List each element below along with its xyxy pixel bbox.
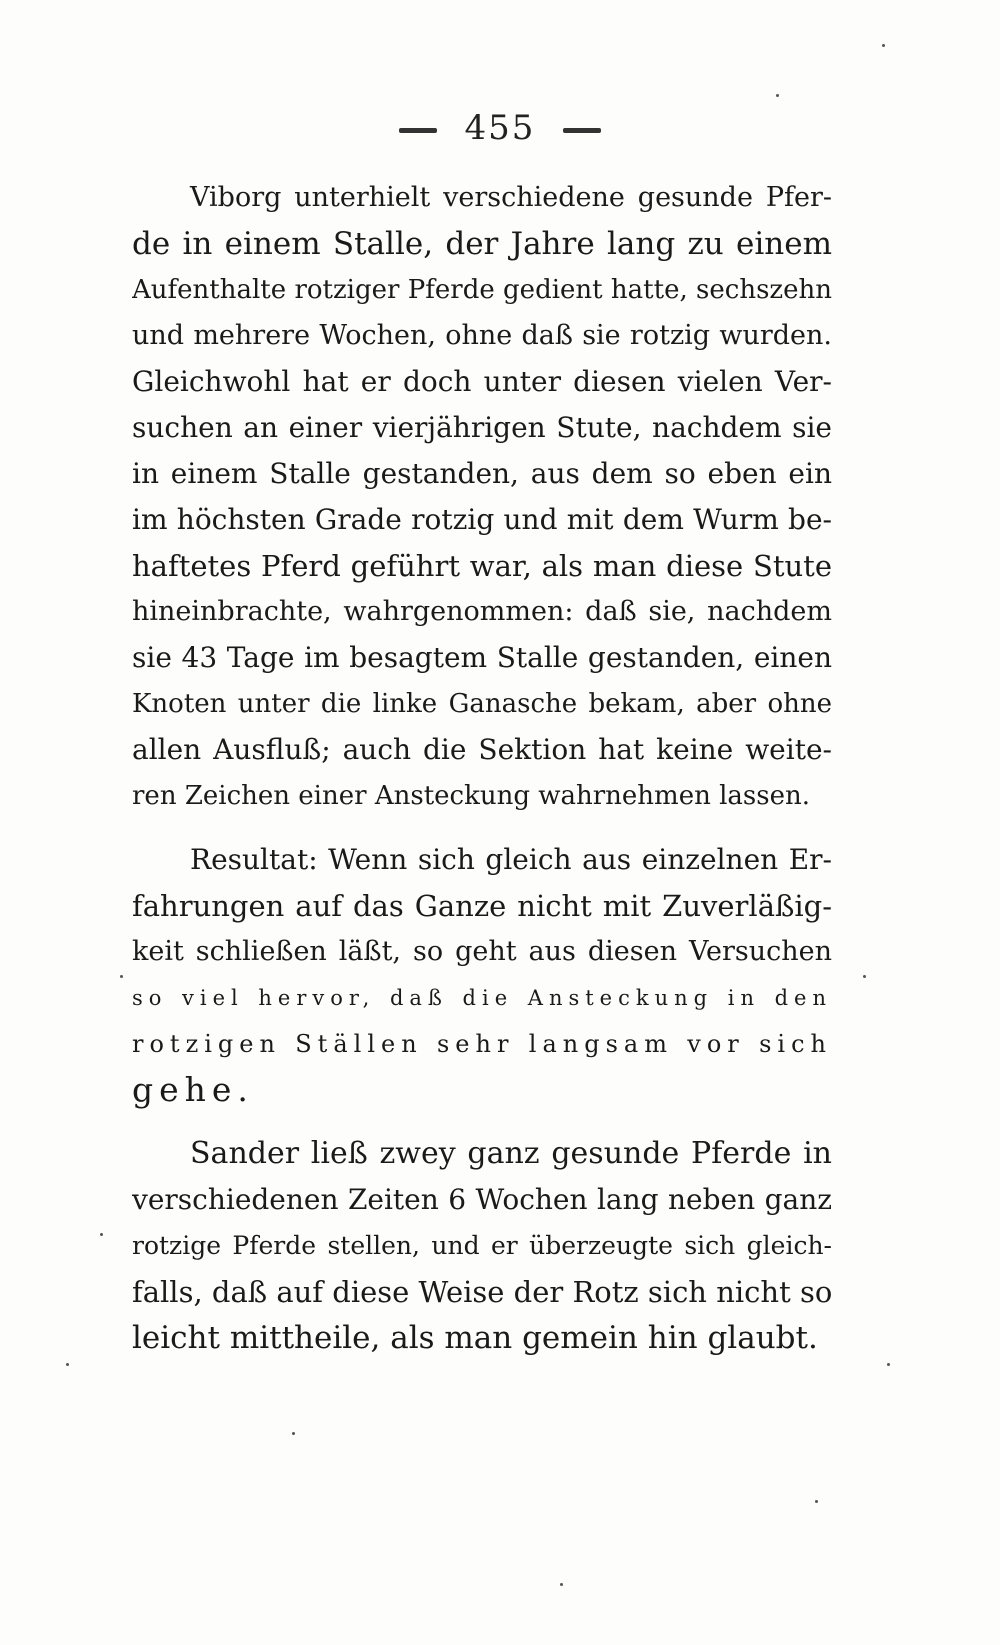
text-line: haftetes Pferd geführt war, als man diese Stute [132,549,832,583]
text-line: Resultat: Wenn sich gleich aus einzelnen Er- [190,843,832,876]
text-line: Viborg unterhielt verschiedene gesunde Pfer- [190,182,832,213]
paragraph-2 [132,837,832,1113]
scan-speck [863,975,866,978]
scan-speck [815,1500,818,1503]
text-line: suchen an einer vierjährigen Stute, nachdem sie [132,411,832,444]
text-line: fahrungen auf das Ganze nicht mit Zuverläßig- [132,889,832,923]
scan-speck [120,975,123,978]
scan-speck [66,1363,69,1366]
text-line: im höchsten Grade rotzig und mit dem Wurm be- [132,503,832,536]
text-line: Aufenthalte rotziger Pferde gedient hatte, sechszehn [132,275,832,305]
page-number: 455 [464,108,536,148]
text-line: falls, daß auf diese Weise der Rotz sich nicht so [132,1275,832,1309]
text-line: hineinbrachte, wahrgenommen: daß sie, nachdem [132,596,832,627]
text-line: Knoten unter die linke Ganasche bekam, aber ohne [132,689,832,719]
text-line: in einem Stalle gestanden, aus dem so eben ein [132,457,832,490]
text-line: so viel hervor, daß die Ansteckung in den [132,986,832,1010]
text-line: Gleichwohl hat er doch unter diesen vielen Ver- [132,365,832,398]
text-line: rotzigen Ställen sehr langsam vor sich [132,1030,832,1058]
body-text [132,175,832,1361]
text-line: keit schließen läßt, so geht aus diesen Versuchen [132,936,832,967]
header-dash-left [399,128,437,133]
text-line: verschiedenen Zeiten 6 Wochen lang neben ganz [132,1183,832,1216]
text-line: gehe. [132,1070,254,1109]
paragraph-1 [132,175,832,819]
scan-speck [887,1363,890,1366]
scan-speck [776,94,779,97]
page-header [0,108,1000,148]
text-line: sie 43 Tage im besagtem Stalle gestanden, einen [132,641,832,674]
paragraph-3 [132,1131,832,1361]
paragraph-gap [132,819,832,837]
text-line: de in einem Stalle, der Jahre lang zu einem [132,226,832,262]
text-line: ren Zeichen einer Ansteckung wahrnehmen lassen. [132,781,810,811]
text-line: allen Ausfluß; auch die Sektion hat keine weite- [132,733,832,766]
scan-speck [292,1432,295,1435]
text-line: rotzige Pferde stellen, und er überzeugte sich gleich- [132,1231,832,1260]
scan-speck [882,44,885,47]
text-line: leicht mittheile, als man gemein hin glaubt. [132,1320,818,1356]
text-line: Sander ließ zwey ganz gesunde Pferde in [190,1136,832,1171]
scan-speck [560,1583,563,1586]
text-line: und mehrere Wochen, ohne daß sie rotzig wurden. [132,320,832,351]
header-dash-right [563,128,601,133]
scan-speck [100,1233,103,1236]
paragraph-gap [132,1113,832,1131]
